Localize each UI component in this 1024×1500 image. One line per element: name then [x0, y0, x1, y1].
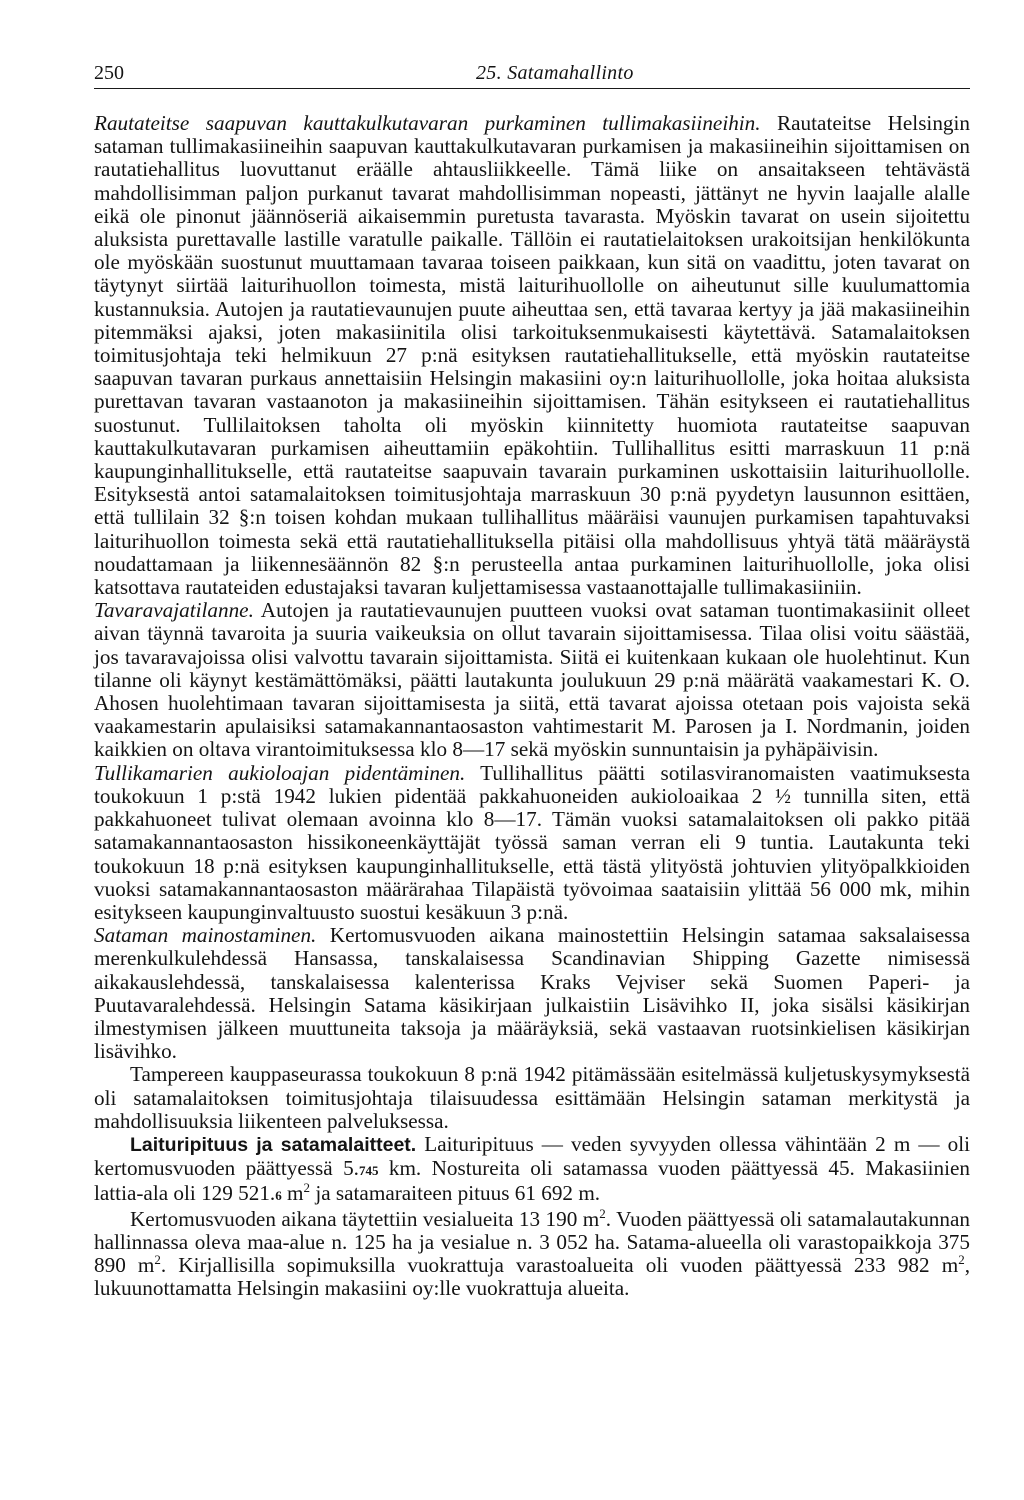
paragraph-tampereen: [94, 1063, 970, 1133]
page-number: 250: [94, 62, 124, 84]
paragraph-text: m: [281, 1181, 304, 1206]
paragraph-laituripituus: [94, 1133, 970, 1208]
paragraph-text: , lukuunottamatta Helsingin makasiini oy:lle vuokrattuja alueita.: [94, 1252, 970, 1301]
small-decimal: 745: [358, 1163, 379, 1179]
paragraph-text: Autojen ja rautatievaunujen puutteen vuoksi ovat sataman tuontimakasiinit olleet aivan täynnä tavaroita ja suuria vaikeuksia on ollut tavarain sijoittamisessa. Tilaa olisi voitu säästää, jos tavaravajoissa olisi valvottu tavarain sijoittamista. Siitä ei kuitenkaan kukaan ole huolehtinut. Kun tilanne oli käynyt kestämättömäksi, päätti lautakunta joulukuun 29 p:nä määrätä vaakamestari K. O. Ahosen huolehtimaan tavaran sijoittamisesta ja siitä, että tavarat ajoissa otetaan pois vajoista sekä vaakamestarin apulaisiksi satamakannantaosaston vahtimestarit M. Parosen ja I. Nordmanin, joiden kaikkien on oltava virantoimituksessa klo 8—17 sekä myöskin sunnuntaisin ja pyhäpäivisin.: [94, 598, 970, 762]
paragraph-text: Kertomusvuoden aikana täytettiin vesialueita 13 190 m: [130, 1206, 600, 1231]
paragraph-text: Tampereen kauppaseurassa toukokuun 8 p:nä 1942 pitämässään esitelmässä kuljetuskysymyksestä oli satamalaitoksen toimitusjohtaja tilaisuudessa esittämään Helsingin sataman merkitystä ja mahdollisuuksia liikenteen palveluksessa.: [94, 1062, 970, 1133]
section-heading: Sataman mainostaminen.: [94, 923, 317, 948]
body-text: [94, 112, 970, 1300]
superscript: 2: [599, 1205, 606, 1221]
paragraph-text: . Vuoden päättyessä oli satamalautakunnan hallinnassa oleva maa-alue n. 125 ha ja vesialue n. 3 052 ha. Satama-alueella oli varastopaikkoja 375 890 m: [94, 1206, 970, 1277]
running-head: 25. Satamahallinto: [476, 62, 634, 84]
paragraph-text: . Kirjallisilla sopimuksilla vuokrattuja varastoalueita oli vuoden päättyessä 233 982 m: [160, 1252, 959, 1277]
superscript: 2: [958, 1251, 965, 1267]
superscript: 2: [154, 1251, 161, 1267]
small-decimal: 6: [275, 1188, 282, 1204]
page-header: [94, 62, 970, 89]
section-heading-bold: Laituripituus ja satamalaitteet.: [130, 1133, 417, 1156]
paragraph-text: Tullihallitus päätti sotilasviranomaisten vaatimuksesta toukokuun 1 p:stä 1942 lukien pidentää pakkahuoneiden aukioloaikaa 2 ½ tunnilla siten, että pakkahuoneet tulivat olemaan avoinna klo 8—17. Tämän vuoksi satamalaitoksen oli pakko pitää satamakannantaosaston hissikoneenkäyttäjät työssä saman verran eli 9 tuntia. Lautakunta teki toukokuun 18 p:nä esityksen kaupunginhallitukselle, että tästä ylityöstä johtuvien ylityöpalkkioiden vuoksi satamakannantaosaston määrärahaa Tilapäistä työvoimaa saataisiin ylittää 56 000 mk, mihin esitykseen kaupunginvaltuusto suostui kesäkuun 3 p:nä.: [94, 760, 970, 924]
section-heading: Tullikamarien aukioloajan pidentäminen.: [94, 760, 466, 785]
superscript: 2: [303, 1180, 311, 1196]
paragraph-text: Rautateitse Helsingin sataman tullimakasiineihin saapuvan kauttakulkutavaran purkamisen ja makasiineihin sijoittamisen on rautatiehallitus luovuttanut eräälle ahtausliikkeelle. Tämä liike on ansaitakseen tehtävästä mahdollisimman paljon purkanut tavarat mahdollisimman nopeasti, jättänyt ne hyvin laajalle alalle eikä ole pinonut jäännöseriä aikaisemmin puretusta tavarasta. Myöskin tavarat on usein sijoitettu aluksista purettavalle lastille varatulle paikalle. Tällöin ei rautatielaitoksen urakoitsijan henkilökunta ole myöskään suostunut muuttamaan tavaraa toiseen paikkaan, kun sitä on vaadittu, joten tavarat on täytynyt siirtää laiturihuollon toimesta, mistä laiturihuollolle on aiheutunut sille kuulumattomia kustannuksia. Autojen ja rautatievaunujen puute aiheuttaa sen, että tavaraa kertyy ja jää makasiineihin pitemmäksi ajaksi, joten makasiinitila olisi tarkoituksenmukaisesti käytettävä. Satamalaitoksen toimitusjohtaja teki helmikuun 27 p:nä esityksen rautatiehallitukselle, että myöskin rautateitse saapuvan tavaran purkaus annettaisiin Helsingin makasiini oy:n laiturihuollolle, joka hoitaa aluksista purettavan tavaran vastaanoton ja makasiineihin sijoittamisen. Tähän esitykseen ei rautatiehallitus suostunut. Tullilaitoksen taholta oli myöskin kiinnitetty huomiota rautateitse saapuvan kauttakulkutavaran purkamisen aiheuttamiin epäkohtiin. Tullihallitus esitti marraskuun 11 p:nä kaupunginhallitukselle, että rautateitse saapuvain tavarain purkaminen uskottaisiin laiturihuollolle. Esityksestä antoi satamalaitoksen toimitusjohtaja marraskuun 30 p:nä pyydetyn lausunnon esittäen, että tullilain 32 §:n toisen kohdan mukaan tullihallitus määräisi vaunujen purkamisen tapahtuvaksi laiturihuollon toimesta sekä että rautatiehallituksella pitäisi olla mahdollisuus yhtyä tätä määräystä noudattamaan ja liikennesäännön 82 §:n perusteella antaa purkaminen laiturihuollolle, joka olisi katsottava rautateiden edustajaksi tavaran kuljettamisessa vastaanottajalle tullimakasiiniin.: [94, 111, 970, 600]
paragraph-text: Laituripituus — veden syvyyden ollessa vähintään 2 m — oli kertomusvuoden päättyessä 5.: [94, 1131, 970, 1181]
paragraph-mainostaminen: [94, 924, 970, 1063]
paragraph-rautateitse: [94, 112, 970, 599]
paragraph-tullikamarien: [94, 762, 970, 924]
paragraph-text: Kertomusvuoden aikana mainostettiin Helsingin satamaa saksalaisessa merenkulkulehdessä Hansassa, tanskalaisessa Scandinavian Shipping Gazette nimisessä aikakauslehdessä, tanskalaisessa kalenterissa Kraks Vejviser sekä Suomen Paperi- ja Puutavaralehdessä. Helsingin Satama käsikirjaan julkaistiin Lisävihko II, joka sisälsi käsikirjan ilmestymisen jälkeen muuttuneita taksoja ja määräyksiä, sekä vastaavan ruotsinkielisen käsikirjan lisävihko.: [94, 923, 970, 1064]
section-heading: Tavaravajatilanne.: [94, 598, 254, 623]
paragraph-vesialueet: [94, 1205, 970, 1301]
paragraph-tavaravaja: [94, 599, 970, 761]
paragraph-text: km. Nostureita oli satamassa vuoden päättyessä 45. Makasiinien lattia-ala oli 129 521.: [94, 1156, 970, 1206]
paragraph-text: ja satamaraiteen pituus 61 692 m.: [310, 1181, 601, 1206]
section-heading: Rautateitse saapuvan kauttakulkutavaran purkaminen tullimakasiineihin.: [94, 111, 761, 135]
